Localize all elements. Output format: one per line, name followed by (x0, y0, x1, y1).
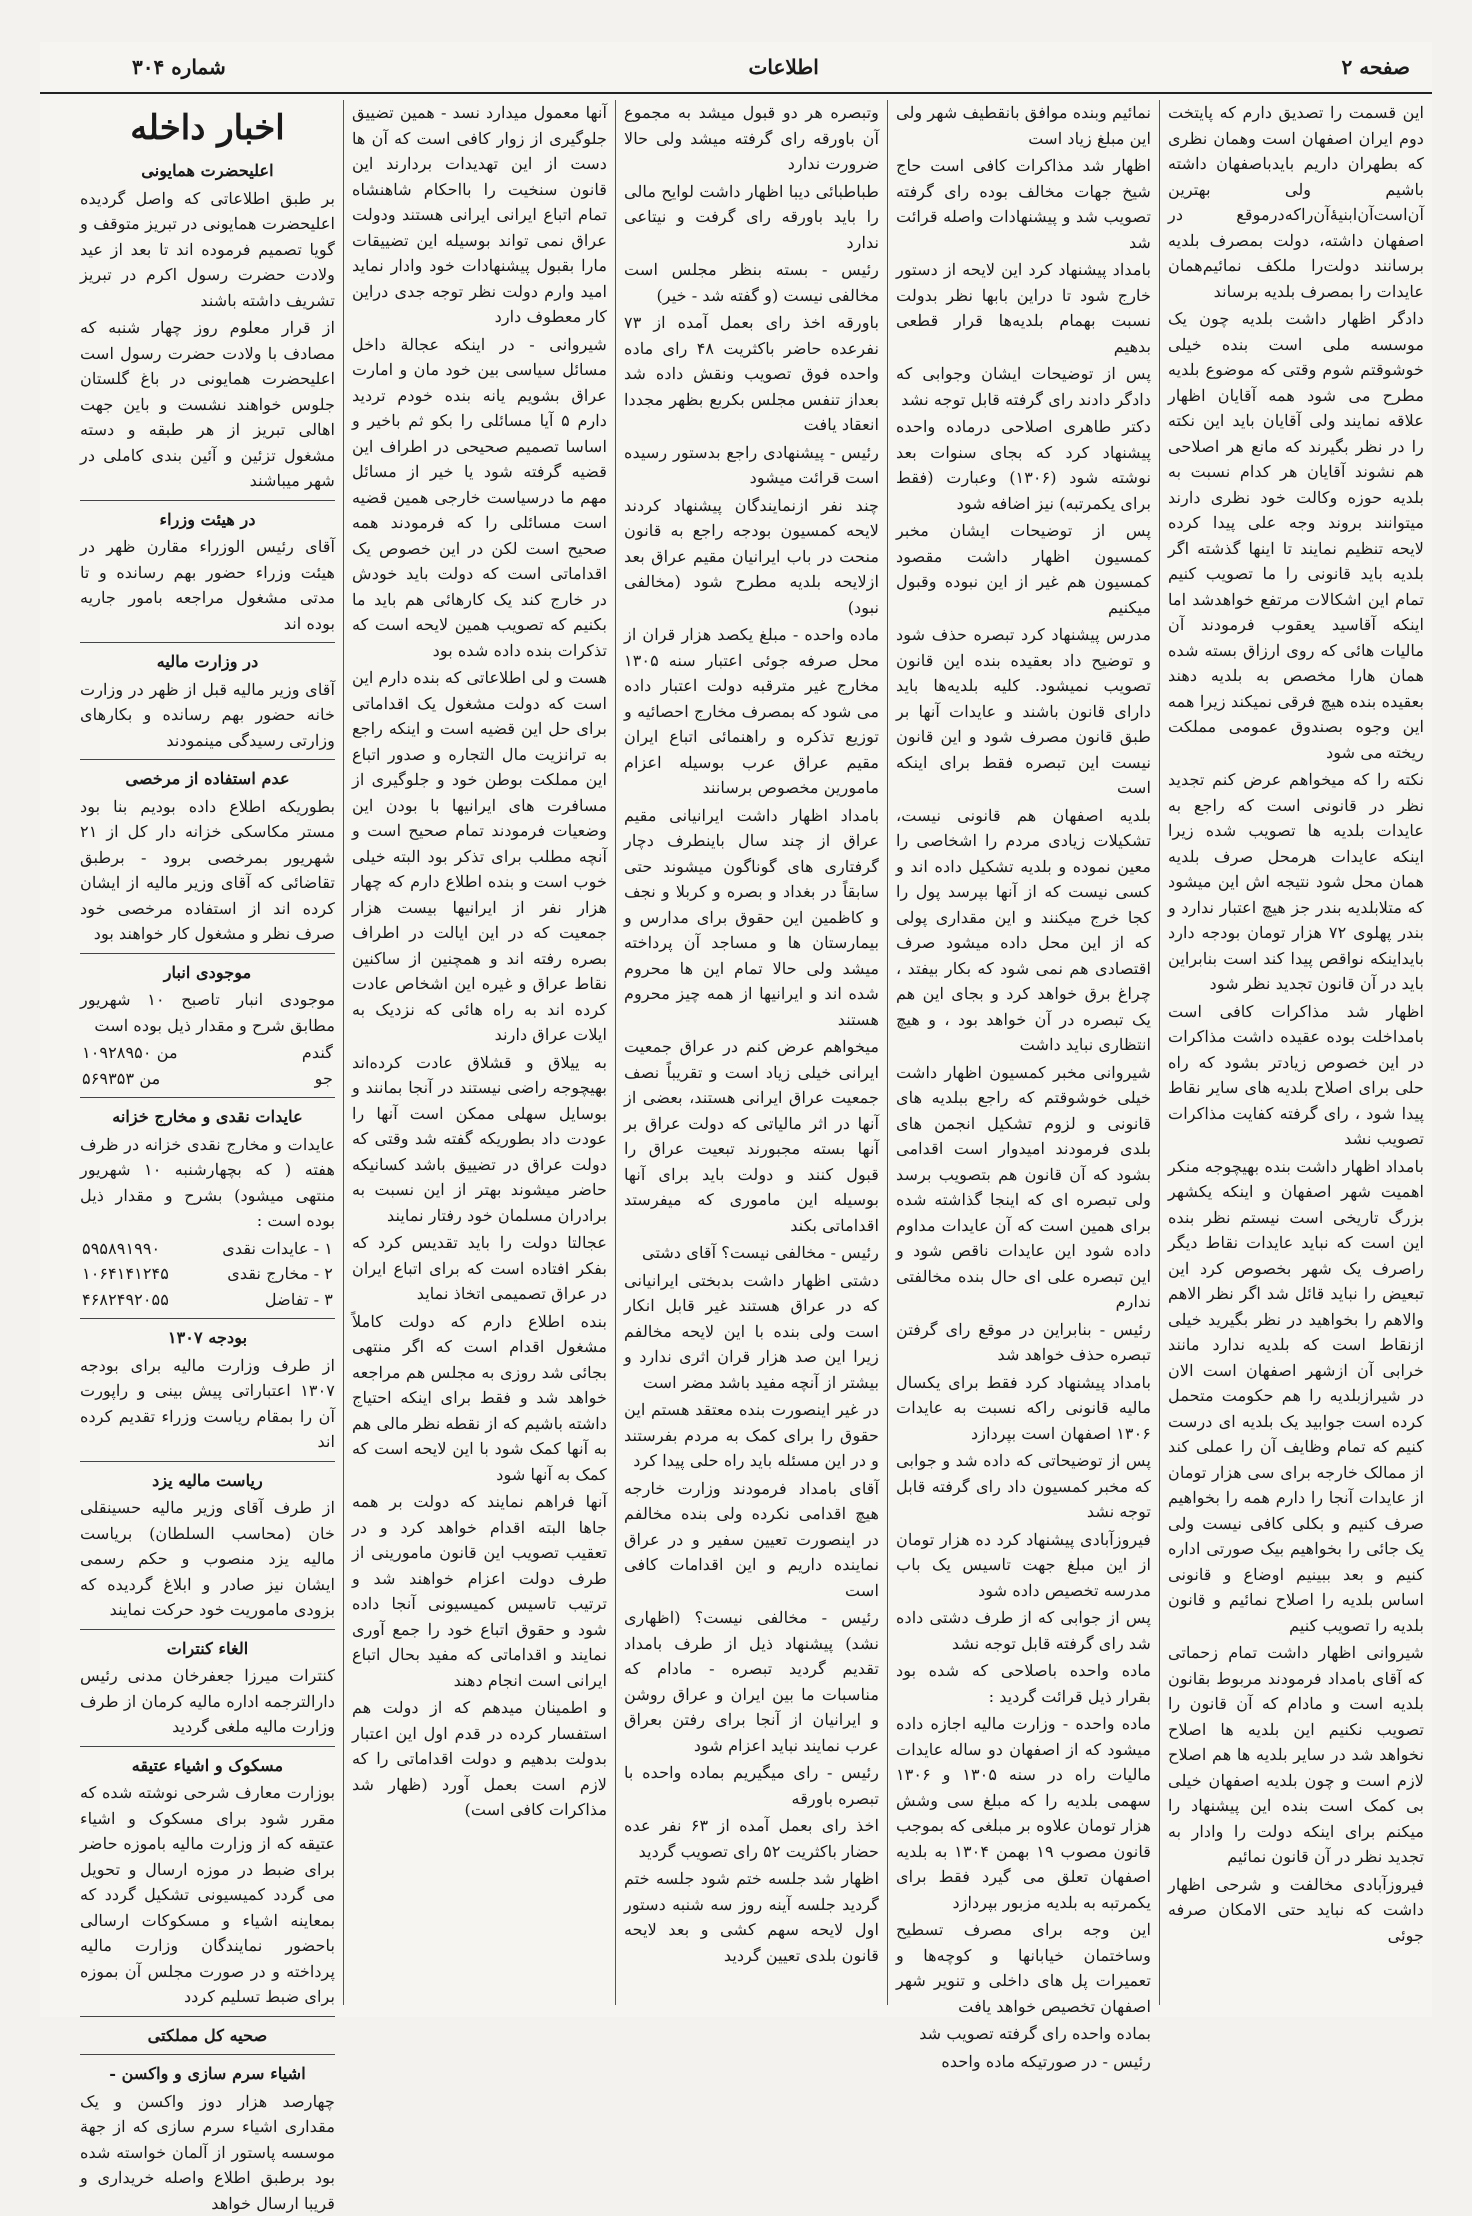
paragraph: چهارصد هزار دوز واکسن و یک مقداری اشیاء سرم سازی که از جهة موسسه پاستور از آلمان خواسته شده بود برطبق اطلاع واصله خریداری و قریبا ارسال خواهد (80, 2089, 335, 2216)
news-heading: در هیئت وزراء (80, 507, 335, 533)
news-heading: در وزارت مالیه (80, 649, 335, 675)
paragraph: پس از توضیحاتی که داده شد و جوابی که مخبر کمسیون داد رای گرفته قابل توجه نشد (896, 1448, 1151, 1525)
paragraph: اظهار شد جلسه ختم شود جلسه ختم گردید جلسه آینه روز سه شنبه دستور اول لایحه سهم کشی و بعد لایحه قانون بلدی تعیین گردید (624, 1866, 879, 1968)
section-title: اخبار داخله (80, 106, 335, 150)
stats-value: ۵۹۵۸۹۱۹۹۰ (80, 1236, 193, 1262)
paragraph: ماده واحده - وزارت مالیه اجازه داده میشود که از اصفهان دو ساله عایدات مالیات راه در سنه ۱۳۰۵ و ۱۳۰۶ سهمی بلدیه را که مبلغ سی وشش هزار تومان علاوه بر مبلغی که بموجب قانون مصوب ۱۹ بهمن ۱۳۰۴ به بلدیه اصفهان تعلق می گیرد فقط برای یکمرتبه به بلدیه مزبور بپردازد (896, 1711, 1151, 1915)
stats-label: جو (269, 1066, 335, 1092)
paragraph: فیروزآبادی پیشنهاد کرد ده هزار تومان از این مبلغ جهت تاسیس یک باب مدرسه تخصیص داده شود (896, 1527, 1151, 1604)
issue-number: شماره ۳۰۴ (132, 55, 226, 79)
paragraph: اخذ رای بعمل آمده از ۶۳ نفر عده حضار باکثریت ۵۲ رای تصویب گردید (624, 1813, 879, 1864)
paragraph: طباطبائی دیبا اظهار داشت لوایح مالی را باید باورقه رای گرفت و نیتاعی ندارد (624, 179, 879, 256)
divider (80, 1097, 335, 1098)
news-heading: مسکوک و اشیاء عتیقه (80, 1753, 335, 1779)
news-heading: موجودی انبار (80, 960, 335, 986)
stats-table (80, 1040, 335, 1091)
paragraph: دادگر اظهار داشت بلدیه چون یک موسسه ملی است بنده خیلی خوشوقتم شوم وقتی که موضوع بلدیه مطرح می شود همه آقایان اظهار علاقه نمایند ولی آقایان باید این نکته را در نظر بگیرند که مانع هر اصلاحی هم نشوند آقایان هر کدام نسبت به بلدیه حوزه وکالت خود نظری دارند میتوانند بروند وجه علی پیدا کرده لایحه تنظیم نمایند تا اینها گذشته اگر بلدیه باید قانونی را ما تصویب کنیم تمام این اشکالات مرتفع خواهدشد اما اینکه آقاسید یعقوب فرمودند آن مالیات هائی که روی ارزاق بسته شده همان هارا مخصص به بلدیه دهند بعقیده بنده هیچ فرقی نمیکند زیرا همه این وجوه بصندوق عمومی مملکت ریخته می شود (1168, 306, 1424, 765)
paragraph: بطوریکه اطلاع داده بودیم بنا بود مستر مکاسکی خزانه دار کل از ۲۱ شهریور بمرخصی برود - برطبق تقاضائی که آقای وزیر مالیه از ایشان کرده اند از استفاده مرخصی خود صرف نظر و مشغول کار خواهند بود (80, 794, 335, 947)
paragraph: آنها فراهم نمایند که دولت بر همه جاها البته اقدام خواهد کرد و در تعقیب تصویب این قانون مامورینی از طرف دولت اعزام خواهند شد و ترتیب تاسیس کمیسیونی آنجا داده شود و حقوق اتباع خود را جمع آوری نمایند و اقداماتی که مفید بحال اتباع ایرانی است انجام دهند (352, 1489, 607, 1693)
paragraph: رئیس - پیشنهادی راجع بدستور رسیده است قرائت میشود (624, 440, 879, 491)
news-heading: عدم استفاده از مرخصی (80, 766, 335, 792)
newspaper-page (40, 42, 1432, 2017)
newspaper-name: اطلاعات (749, 55, 819, 79)
divider (80, 642, 335, 643)
paragraph: بامداد پیشنهاد کرد این لایحه از دستور خارج شود تا دراین بابها نظر بدولت نسبت بهمام بلدیه‌ها قرار قطعی بدهیم (896, 257, 1151, 359)
paragraph: موجودی انبار تاصبح ۱۰ شهریور مطابق شرح و مقدار ذیل بوده است (80, 987, 335, 1038)
column-1 (1160, 100, 1432, 2005)
column-2 (888, 100, 1160, 2005)
paragraph: میخواهم عرض کنم در عراق جمعیت ایرانی خیلی زیاد است و تقریباً نصف جمعیت عراق ایرانی هستند، بعضی از آنها در اثر مالیاتی که دولت عراق بر آنها بسته مجبورند تبعیت عراق را قبول کنند و دولت باید برای آنها بوسیله این ماموری که میفرستد اقداماتی بکند (624, 1034, 879, 1238)
divider (80, 500, 335, 501)
divider (80, 2054, 335, 2055)
paragraph: و اطمینان میدهم که از دولت هم استفسار کرده در قدم اول این اعتبار بدولت بدهیم و دولت اقداماتی را که لازم است بعمل آورد (ظهار شد مذاکرات کافی است) (352, 1695, 607, 1823)
column-5-domestic-news (72, 100, 344, 2005)
paragraph: از طرف وزارت مالیه برای بودجه ۱۳۰۷ اعتباراتی پیش بینی و راپورت آن را بمقام ریاست وزراء تقدیم کرده اند (80, 1353, 335, 1455)
paragraph: رئیس - رای میگیریم بماده واحده با تبصره باورقه (624, 1760, 879, 1811)
masthead (40, 42, 1432, 94)
stats-value: ۱۰۶۴۱۴۱۲۴۵ (80, 1261, 193, 1287)
stats-row (80, 1287, 335, 1313)
paragraph: رئیس - بنابراین در موقع رای گرفتن تبصره حذف خواهد شد (896, 1317, 1151, 1368)
paragraph: باورقه اخذ رای بعمل آمده از ۷۳ نفرعده حاضر باکثریت ۴۸ رای ماده واحده فوق تصویب ونقش داده شد بعداز تنفس مجلس بکربع بظهر مجددا انعقاد یافت (624, 310, 879, 438)
divider (80, 1629, 335, 1630)
divider (80, 953, 335, 954)
news-heading: اشیاء سرم سازی و واکسن - (80, 2061, 335, 2087)
paragraph: چند نفر ازنمایندگان پیشنهاد کردند لایحه کمسیون بودجه راجع به قانون منحت در باب ایرانیان مقیم عراق بعد ازلایحه بلدیه مطرح شود (مخالفی نبود) (624, 493, 879, 621)
paragraph: بماده واحده رای گرفته تصویب شد (896, 2021, 1151, 2047)
paragraph: عایدات و مخارج نقدی خزانه در ظرف هفته ( که بچهارشنبه ۱۰ شهریور منتهی میشود) بشرح و مقدار ذیل بوده است : (80, 1132, 335, 1234)
paragraph: شیروانی مخبر کمسیون اظهار داشت خیلی خوشوقتم که راجع ببلدیه های قانونی و لزوم تشکیل انجمن های بلدی فرمودند امیدوار است اقدامی بشود که آن قانون هم بتصویب برسد ولی تبصره ای که اینجا گذاشته شده برای همین است که آن عایدات مداوم داده شود این عایدات ناقص شود و این تبصره علی ای حال بنده مخالفتی ندارم (896, 1060, 1151, 1315)
stats-row (80, 1261, 335, 1287)
news-heading: ریاست مالیه یزد (80, 1468, 335, 1494)
divider (80, 759, 335, 760)
paragraph: اظهار شد مذاکرات کافی است بامداخلت بوده عقیده داشت مذاکرات در این خصوص زیادتر بشود که راه حلی برای اصلاح بلدیه های سایر نقاط پیدا شود ، رای گرفته کفایت مذاکرات تصویب نشد (1168, 999, 1424, 1152)
news-heading: صحیه کل مملکتی (80, 2023, 335, 2049)
paragraph: بامداد اظهار داشت بنده بهیچوجه منکر اهمیت شهر اصفهان و اینکه یکشهر بزرگ تاریخی است نیستم نظر بنده این است که نباید عایدات نقاط دیگر راصرف یک شهر بخصوص کرد این تبعیض را نباید قائل شد اگر نظر الاهم والاهم را بخواهید در نظر بگیرید خیلی ازنقاط است که بلدیه ندارد مانند خرابی آن ازشهر اصفهان است الان در شیرازبلدیه را هم حکومت متحمل کرده است جوابید یک بلدیه ای درست کنیم که تمام وظایف آن را عملی کند از ممالک خارجه برای سی هزار تومان از عایدات آنجا را دارم همه را بخواهیم صرف کنیم و بکلی کافی نیست ولی یک جائی را بخواهیم بیک صورتی اداره کنیم و بعد ببینیم اوضاع و قانونی اساس بلدیه را اصلاح نمائیم و قانون بلدیه را تصویب کنیم (1168, 1154, 1424, 1639)
paragraph: ماده واحده باصلاحی که شده بود بقرار ذیل قرائت گردید : (896, 1658, 1151, 1709)
stats-value: ۱۰۹۲۸۹۵۰ من (80, 1040, 269, 1066)
stats-label: ۱ - عایدات نقدی (193, 1236, 335, 1262)
paragraph: پس از جوابی که از طرف دشتی داده شد رای گرفته قابل توجه نشد (896, 1605, 1151, 1656)
paragraph: رئیس - مخالفی نیست؟ (اظهاری نشد) پیشنهاد ذیل از طرف بامداد تقدیم گردید تبصره - مادام که مناسبات ما بین ایران و عراق روشن و ایرانیان از آنجا برای رفتن بعراق عرب نمایند نباید اعزام شود (624, 1605, 879, 1758)
paragraph: نکته را که میخواهم عرض کنم تجدید نظر در قانونی است که راجع به عایدات بلدیه ها تصویب شده زیرا اینکه عایدات هرمحل صرف بلدیه همان محل شود نتیجه اش این میشود که متلابلدیه بندر جز هیچ اعتبار ندارد و بندر پهلوی ۷۲ هزار تومان بودجه دارد بایداینکه نواقص پیدا کند است بنابراین باید در آن قانون تجدید نظر شود (1168, 767, 1424, 997)
column-4 (344, 100, 616, 2005)
stats-label: ۳ - تفاضل (193, 1287, 335, 1313)
paragraph: بوزارت معارف شرحی نوشته شده که مقرر شود برای مسکوک و اشیاء عتیقه که از وزارت مالیه باموزه حاضر برای ضبط در موزه ارسال و تحویل می گردد کمیسیونی تشکیل گردد که بمعاینه اشیاء و مسکوکات ارسالی باحضور نمایندگان وزارت مالیه پرداخته و در صورت مجلس آن بموزه برای ضبط تسلیم کردد (80, 1780, 335, 2010)
paragraph: فیروزآبادی مخالفت و شرحی اظهار داشت که نباید حتی الامکان صرفه جوئی (1168, 1872, 1424, 1949)
news-heading: الغاء کنترات (80, 1636, 335, 1662)
news-heading: عایدات نقدی و مخارج خزانه (80, 1104, 335, 1130)
divider (80, 1318, 335, 1319)
paragraph: دشتی اظهار داشت بدبختی ایرانیانی که در عراق هستند غیر قابل انکار است ولی بنده با این لایحه مخالفم زیرا این صد هزار قران اثری ندارد و بیشتر از آنچه مفید باشد مضر است (624, 1268, 879, 1396)
paragraph: دکتر طاهری اصلاحی درماده واحده پیشنهاد کرد که بجای سنوات بعد نوشته شود (۱۳۰۶) وعبارت (فقط برای یکمرتبه) نیز اضافه شود (896, 414, 1151, 516)
paragraph: در غیر اینصورت بنده معتقد هستم این حقوق را برای کمک به مردم بفرستند و در این مسئله باید راه حلی پیدا کرد (624, 1397, 879, 1474)
paragraph: کنترات میرزا جعفرخان مدنی رئیس دارالترجمه اداره مالیه کرمان از طرف وزارت مالیه ملغی گردید (80, 1663, 335, 1740)
stats-value: ۴۶۸۲۴۹۲۰۵۵ (80, 1287, 193, 1313)
stats-label: ۲ - مخارج نقدی (193, 1261, 335, 1287)
paragraph: رئیس - در صورتیکه ماده واحده (896, 2049, 1151, 2075)
divider (80, 1461, 335, 1462)
stats-row (80, 1066, 335, 1092)
paragraph: از طرف آقای وزیر مالیه حسینقلی خان (محاسب السلطان) بریاست مالیه یزد منصوب و حکم رسمی ایشان نیز صادر و ابلاغ گردیده که بزودی ماموریت خود حرکت نمایند (80, 1495, 335, 1623)
paragraph: هست و لی اطلاعاتی که بنده دارم این است که دولت مشغول یک اقداماتی برای حل این قضیه است و اینکه راجع به ترانزیت مال التجاره و صدور اتباع این مملکت بوطن خود و جلوگیری از مسافرت های ایرانیها با بودن این وضعیات فرمودند تمام صحیح است و آنچه مطلب برای تذکر بود البته خیلی خوب است و بنده اطلاع دارم که چهار هزار نفر از ایرانیها بیست هزار جمعیت که در این ایالت در اطراف بصره رفته اند و همچنین از ساکنین نقاط عراق و غیره این اشخاص عادت کرده اند به راه هائی که نزدیک به ایلات عراق دارند (352, 665, 607, 1048)
divider (80, 2016, 335, 2017)
stats-value: ۵۶۹۳۵۳ من (80, 1066, 269, 1092)
paragraph: عجالتا دولت را باید تقدیس کرد که بفکر افتاده است که برای اتباع ایران در عراق تصمیمی اتخاذ نماید (352, 1230, 607, 1307)
page-number: صفحه ۲ (1342, 55, 1410, 79)
paragraph: بلدیه اصفهان هم قانونی نیست، تشکیلات زیادی مردم را اشخاصی را معین نموده و بلدیه تشکیل داده اند و کسی نیست که از آنها بپرسد پول را کجا خرج میکنند و این مقداری پولی که از این محل داده میشود صرف اقتصادی هم نمی شود که بکار بیفتد ، چراغ برق خواهد کرد و بجای این هم یک تبصره در آن خواهد بود ، و هیچ انتظاری نباید داشت (896, 803, 1151, 1058)
stats-row (80, 1040, 335, 1066)
news-heading: بودجه ۱۳۰۷ (80, 1325, 335, 1351)
article-columns (40, 100, 1432, 2005)
paragraph: آقای بامداد فرمودند وزارت خارجه هیچ اقدامی نکرده ولی بنده مخالفم در اینصورت تعیین سفیر و در عراق نماینده داریم و این اقدامات کافی است (624, 1476, 879, 1604)
paragraph: آقای وزیر مالیه قبل از ظهر در وزارت خانه حضور بهم رسانده و بکارهای وزارتی رسیدگی مینمودند (80, 677, 335, 754)
paragraph: پس از توضیحات ایشان مخبر کمسیون اظهار داشت مقصود کمسیون هم غیر از این نبوده وقبول میکنیم (896, 518, 1151, 620)
paragraph: وتبصره هر دو قبول میشد به مجموع آن باورقه رای گرفته میشد ولی حالا ضرورت ندارد (624, 100, 879, 177)
stats-label: گندم (269, 1040, 335, 1066)
divider (80, 1746, 335, 1747)
paragraph: ماده واحده - مبلغ یکصد هزار قران از محل صرفه جوئی اعتبار سنه ۱۳۰۵ مخارج غیر مترقبه دولت اعتبار داده می شود که بمصرف مخارج احصائیه و توزیع تذکره و راهنمائی اتباع ایران مقیم عراق عرب بوسیله اعزام مامورین مخصوص برسانند (624, 622, 879, 801)
stats-row (80, 1236, 335, 1262)
paragraph: پس از توضیحات ایشان وجوابی که دادگر دادند رای گرفته قابل توجه نشد (896, 361, 1151, 412)
paragraph: نمائیم وبنده موافق بانقطیف شهر ولی این مبلغ زیاد است (896, 100, 1151, 151)
paragraph: رئیس - بسته بنظر مجلس است مخالفی نیست (و گفته شد - خیر) (624, 257, 879, 308)
stats-table (80, 1236, 335, 1313)
paragraph: رئیس - مخالفی نیست؟ آقای دشتی (624, 1240, 879, 1266)
paragraph: آنها معمول میدارد نسد - همین تضییق جلوگیری از زوار کافی است که آن ها دست از این تهدیدات بردارند این قانون سنخیت را بااحکام شاهنشاه تمام اتباع ایرانی ایرانی هستند ودولت عراق نمی تواند بوسیله این تضییقات مارا بقبول پیشنهادات خود وادار نماید امید وارم دولت نظر توجه جدی دراین کار معطوف دارد (352, 100, 607, 330)
paragraph: بر طبق اطلاعاتی که واصل گردیده اعلیحضرت همایونی در تبریز متوقف و گویا تصمیم فرموده اند تا بعد از عید ولادت حضرت رسول اکرم در تبریز تشریف داشته باشند (80, 186, 335, 314)
paragraph: بامداد پیشنهاد کرد فقط برای یکسال مالیه قانونی راکه نسبت به عایدات ۱۳۰۶ اصفهان است بپردازد (896, 1370, 1151, 1447)
paragraph: آقای رئیس الوزراء مقارن ظهر در هیئت وزراء حضور بهم رسانده و تا مدتی مشغول مراجعه بامور جاریه بوده اند (80, 534, 335, 636)
paragraph: مدرس پیشنهاد کرد تبصره حذف شود و توضیح داد بعقیده بنده این قانون تصویب نمیشود. کلیه بلدیه‌ها باید دارای قانون باشند و عایدات آنها بر طبق قانون مصرف شود و این قانون نیست این تبصره فقط برای اینکه است (896, 622, 1151, 801)
paragraph: اظهار شد مذاکرات کافی است حاج شیخ جهات مخالف بوده رای گرفته تصویب شد و پیشنهادات واصله قرائت شد (896, 153, 1151, 255)
paragraph: به ییلاق و قشلاق عادت کرده‌اند بهیچوجه راضی نیستند در آنجا بمانند و بوسایل سهلی ممکن است آنها را عودت داد بطوریکه گفته شد وقتی که دولت عراق در تضییق باشد کسانیکه حاضر میشوند بهتر از این نسبت به برادران مسلمان خود رفتار نمایند (352, 1050, 607, 1229)
column-3 (616, 100, 888, 2005)
paragraph: از قرار معلوم روز چهار شنبه که مصادف با ولادت حضرت رسول است اعلیحضرت همایونی در باغ گلستان جلوس خواهند نشست و باین جهت اهالی تبریز از هر طبقه و دسته مشغول تزئین و آئین بندی کاملی در شهر میباشند (80, 315, 335, 494)
paragraph: شیروانی اظهار داشت تمام زحماتی که آقای بامداد فرمودند مربوط بقانون بلدیه است و مادام که آن قانون را تصویب نکنیم این بلدیه ها اصلاح نخواهد شد در سایر بلدیه ها هم اصلاح لازم است و چون بلدیه اصفهان خیلی بی کمک است بنده این پیشنهاد را میکنم برای اینکه دولت را وادار به تجدید نظر در آن قانون نمائیم (1168, 1640, 1424, 1870)
paragraph: این وجه برای مصرف تسطیح وساختمان خیابانها و کوچه‌ها و تعمیرات پل های داخلی و تنویر شهر اصفهان تخصیص خواهد یافت (896, 1917, 1151, 2019)
paragraph: این قسمت را تصدیق دارم که پایتخت دوم ایران اصفهان است وهمان نظری که بطهران داریم بایدباصفهان داشته باشیم ولی بهترین آن‌است‌آن‌ابنیهٔ‌آن‌راکه‌درموقع در اصفهان داشته، دولت بمصرف بلدیه برسانند دولت‌را ملکف نمائیم‌همان عایدات را بمصرف بلدیه برساند (1168, 100, 1424, 304)
paragraph: بامداد اظهار داشت ایرانیانی مقیم عراق از چند سال باینطرف دچار گرفتاری های گوناگون میشوند حتی سابقاً در بغداد و بصره و کربلا و نجف و کاظمین این حقوق برای مدارس و بیمارستان ها و مساجد آن پرداخته میشد ولی حالا تمام این ها محروم شده اند و ایرانیها از همه چیز محروم هستند (624, 803, 879, 1033)
paragraph: بنده اطلاع دارم که دولت کاملاً مشغول اقدام است که اگر منتهی بجائی شد روزی به مجلس هم مراجعه خواهد شد و فقط برای اینکه احتیاج داشته باشیم که از نقطه نظر مالی هم به آنها کمک شود با این لایحه است که کمک به آنها شود (352, 1309, 607, 1488)
paragraph: شیروانی - در اینکه عجالة داخل مسائل سیاسی بین خود مان و امارت عراق بشویم یانه بنده خودم تردید دارم ۵ آیا مسائلی را بکو ثم باخیر و اساسا تصمیم صحیحی در اطراف این قضیه گرفته شود یا خیر از مسائل مهم ما درسیاست خارجی همین قضیه است مسائلی را که فرمودند همه صحیح است لکن در این خصوص یک اقداماتی است که دولت باید خودش در خارج کند یک کارهائی هم باید ما بکنیم که تصویب همین لایحه است که تذکرات بنده داده شده بود (352, 332, 607, 664)
news-heading: اعلیحضرت همایونی (80, 158, 335, 184)
